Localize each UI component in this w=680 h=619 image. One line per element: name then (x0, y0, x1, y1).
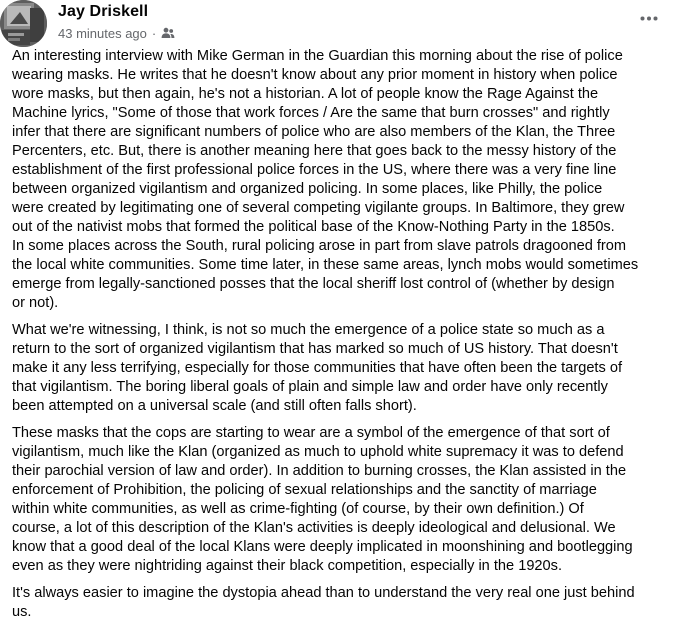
post-body (12, 47, 672, 619)
avatar-photo-icon (0, 0, 47, 47)
timestamp[interactable]: 43 minutes ago (58, 25, 147, 41)
post-paragraph: These masks that the cops are starting to wear are a symbol of the emergence of that sort of vigilantism, much like the Klan (organized as much to uphold white supremacy it was to defend their parochial version of law and order). In addition to burning crosses, the Klan assisted in the enforcement of Prohibition, the policing of sexual relationships and the sanctity of marriage within white communities, as well as crime-fighting (of course, by their own definition.) Of course, a lot of this description of the Klan's activities is deeply ideological and delusional. We know that a good deal of the local Klans were deeply implicated in moonshining and bootlegging even as they were nightriding against their black competition, especially in the 1920s. (12, 425, 633, 574)
post-paragraph: It's always easier to imagine the dystopia ahead than to understand the very real one just behind us. (12, 585, 635, 619)
post-header (0, 0, 680, 48)
more-options-button[interactable] (636, 8, 662, 28)
author-name[interactable]: Jay Driskell (58, 3, 149, 20)
friends-icon[interactable] (161, 27, 175, 39)
meta-separator: · (151, 25, 157, 41)
post-meta (58, 25, 175, 41)
post-paragraph: An interesting interview with Mike German in the Guardian this morning about the rise of police wearing masks. He writes that he doesn't know about any prior moment in history when police wore masks, but then again, he's not a historian. A lot of people know the Rage Against the Machine lyrics, "Some of those that work forces / Are the same that burn crosses" and rightly infer that there are significant numbers of police who are also members of the Klan, the Three Percenters, etc. But, there is another meaning here that goes back to the messy history of the establishment of the first professional police forces in the US, where there was a very fine line between organized vigilantism and organized policing. In some places, like Philly, the police were created by legitimating one of several competing vigilante groups. In Baltimore, they grew out of the nativist mobs that formed the political base of the Know-Nothing Party in the 1850s. In some places across the South, rural policing arose in part from slave patrols dragooned from the local white communities. Some time later, in these same areas, lynch mobs would sometimes emerge from legally-sanctioned posses that the local sheriff lost control of (whether by design or not). (12, 48, 639, 311)
more-options-icon (640, 16, 658, 21)
post-paragraph: What we're witnessing, I think, is not so much the emergence of a police state so much as a return to the sort of organized vigilantism that has marked so much of US history. That doesn't make it any less terrifying, especially for those communities that have often been the targets of that vigilantism. The boring liberal goals of plain and simple law and order have only recently been attempted on a universal scale (and still often falls short). (12, 322, 623, 414)
avatar[interactable] (0, 0, 47, 47)
